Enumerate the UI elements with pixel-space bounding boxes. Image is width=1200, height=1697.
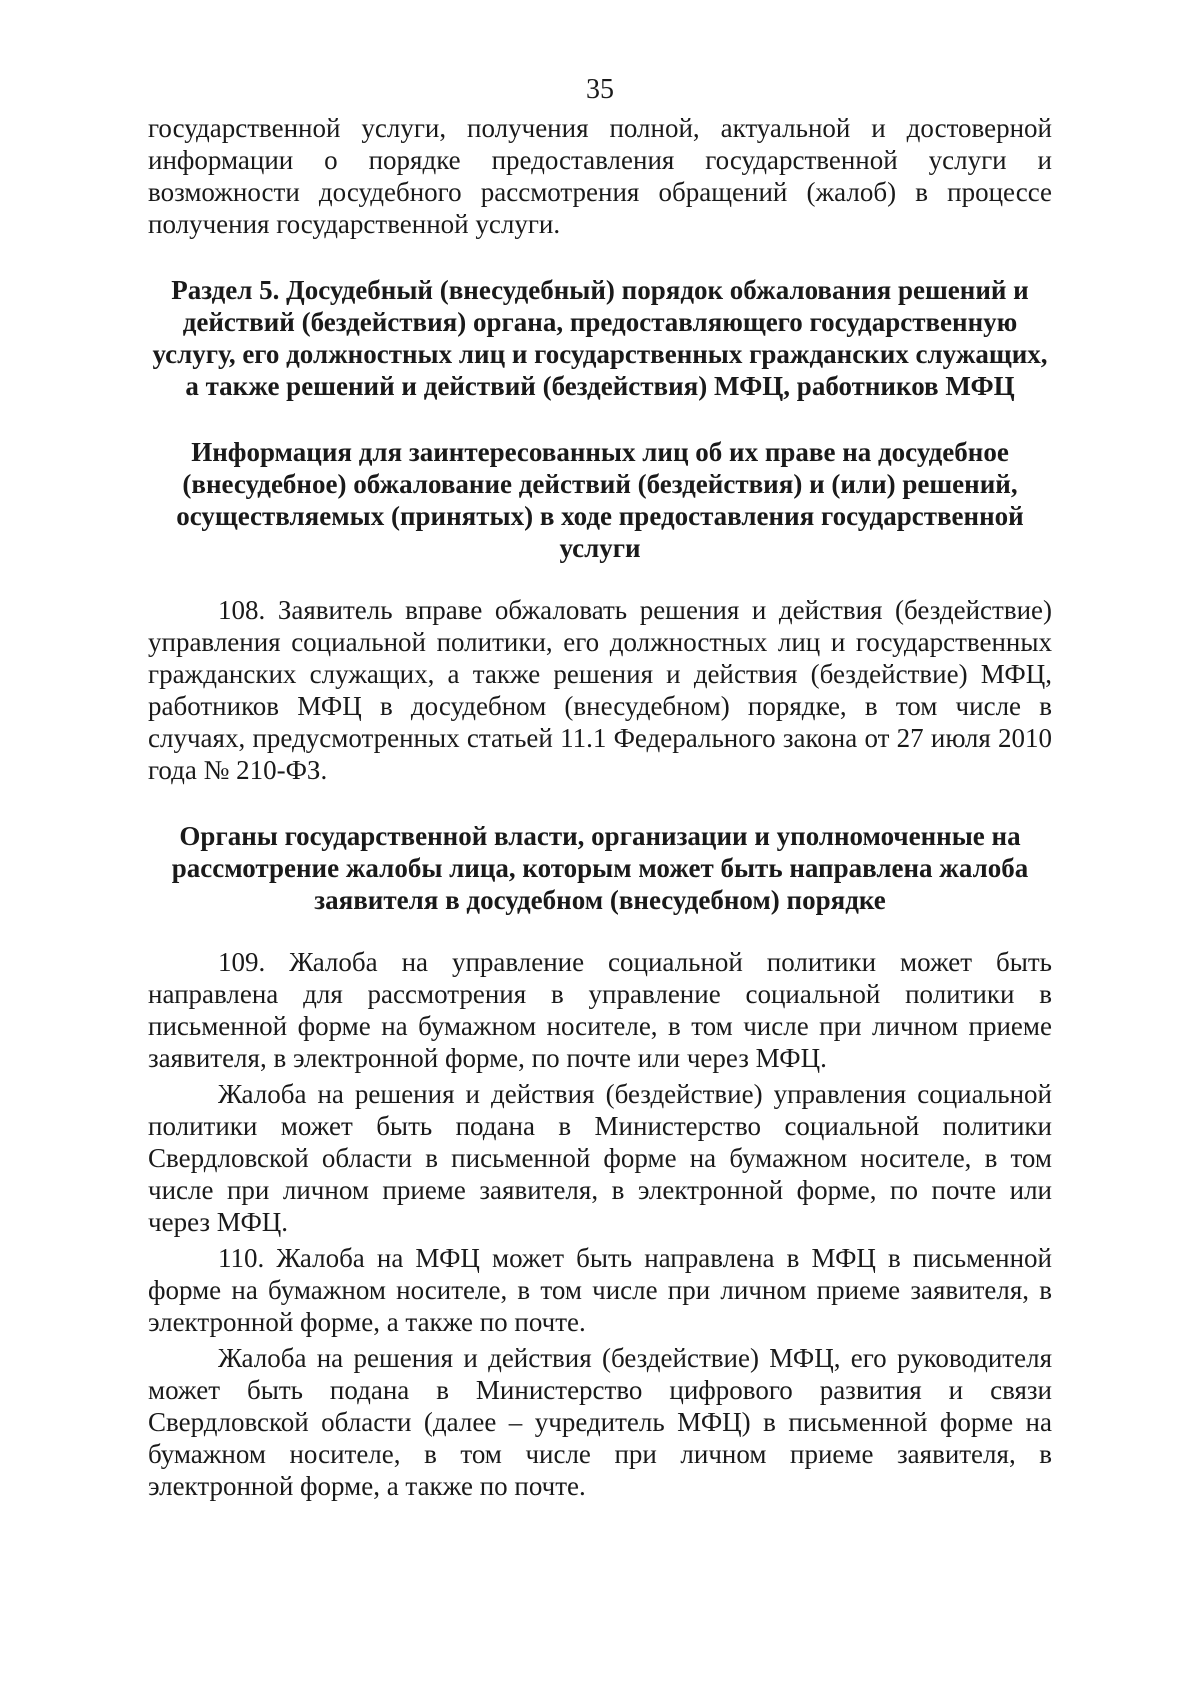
page-number: 35 xyxy=(586,74,614,105)
paragraph-108: 108. Заявитель вправе обжаловать решения и действия (бездействие) управления социальной политики, его должностных лиц и государственных гражданских служащих, а также решения и действия (бездействие) МФЦ, работников МФЦ в досудебном (внесудебном) порядке, в том числе в случаях, предусмотренных статьей 11.1 Федерального закона от 27 июля 2010 года № 210-ФЗ. xyxy=(148,595,1052,785)
info-heading: Информация для заинтересованных лиц об их праве на досудебное (внесудебное) обжалование действий (бездействия) и (или) решений, осуществляемых (принятых) в ходе предоставления государственной услуги xyxy=(176,437,1024,563)
document-body xyxy=(148,112,1052,1502)
section-5-heading: Раздел 5. Досудебный (внесудебный) порядок обжалования решений и действий (бездействия) органа, предоставляющего государственную услугу, его должностных лиц и государственных гражданских служащих, а также решений и действий (бездействия) МФЦ, работников МФЦ xyxy=(152,275,1048,401)
organs-heading: Органы государственной власти, организации и уполномоченные на рассмотрение жалобы лица, которым может быть направлена жалоба заявителя в досудебном (внесудебном) порядке xyxy=(171,821,1029,915)
intro-continuation-paragraph: государственной услуги, получения полной, актуальной и достоверной информации о порядке предоставления государственной услуги и возможности досудебного рассмотрения обращений (жалоб) в процессе получения государственной услуги. xyxy=(148,113,1052,239)
paragraph-110-second: Жалоба на решения и действия (бездействие) МФЦ, его руководителя может быть подана в Министерство цифрового развития и связи Свердловской области (далее – учредитель МФЦ) в письменной форме на бумажном носителе, в том числе при личном приеме заявителя, в электронной форме, а также по почте. xyxy=(148,1343,1052,1501)
paragraph-109: 109. Жалоба на управление социальной политики может быть направлена для рассмотрения в управление социальной политики в письменной форме на бумажном носителе, в том числе при личном приеме заявителя, в электронной форме, по почте или через МФЦ. xyxy=(148,947,1052,1073)
paragraph-109-second: Жалоба на решения и действия (бездействие) управления социальной политики может быть подана в Министерство социальной политики Свердловской области в письменной форме на бумажном носителе, в том числе при личном приеме заявителя, в электронной форме, по почте или через МФЦ. xyxy=(148,1079,1052,1237)
paragraph-110: 110. Жалоба на МФЦ может быть направлена в МФЦ в письменной форме на бумажном носителе, в том числе при личном приеме заявителя, в электронной форме, а также по почте. xyxy=(148,1243,1052,1337)
